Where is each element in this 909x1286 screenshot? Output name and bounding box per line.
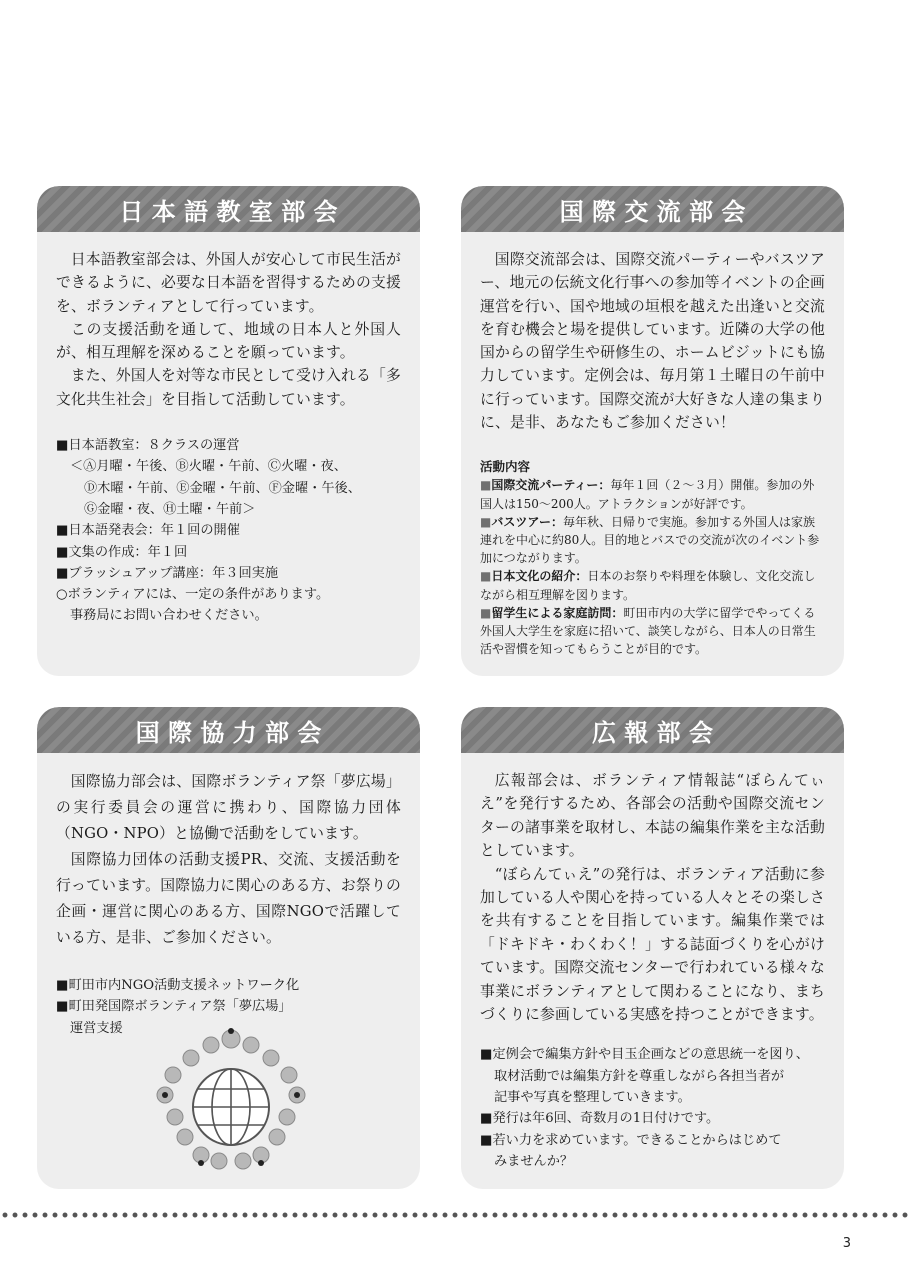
koho-title: 広 報 部 会	[591, 718, 714, 747]
list-item: 記事や写真を整理していきます。	[494, 1090, 691, 1106]
kokusai-kyoryoku-header	[37, 707, 420, 753]
nihongo-title: 日 本 語 教 室 部 会	[119, 197, 338, 226]
activity-item	[480, 567, 825, 603]
koho-card	[461, 707, 844, 1189]
kokusai-kyoryoku-lead	[56, 769, 401, 951]
activity-label: バスツアー：	[491, 514, 563, 529]
list-item: Ⓓ木曜・午前、Ⓔ金曜・午前、Ⓕ金曜・午後、	[84, 480, 361, 496]
koho-lead	[480, 769, 825, 1026]
list-item: ■発行は年6回、奇数月の1日付けです。	[480, 1111, 720, 1127]
kokusai-koryu-card	[461, 186, 844, 676]
list-item: ■町田発国際ボランティア祭「夢広場」	[56, 999, 292, 1015]
list-item: 運営支援	[70, 1020, 123, 1036]
koho-paragraph: “ぼらんてぃえ”の発行は、ボランティア活動に参加している人や関心を持っている人々とその楽しさを共有することを目指しています。編集作業では「ドキドキ・わくわく！」する誌面づくりを心がけています。国際交流センターで行われている様々な事業にボランティアとして関わることになり、まちづくりに参画している実感を持つことができます。	[480, 865, 825, 1024]
koho-header	[461, 707, 844, 753]
list-item: Ⓖ金曜・夜、Ⓗ土曜・午前＞	[84, 501, 256, 517]
list-item: ■定例会で編集方針や目玉企画などの意思統一を図り、	[480, 1047, 809, 1063]
list-item: ■若い力を求めています。できることからはじめて	[480, 1132, 782, 1148]
nihongo-lead	[56, 248, 401, 411]
list-item: 事務局にお問い合わせください。	[70, 608, 268, 624]
activity-item	[480, 476, 825, 512]
activity-item	[480, 604, 825, 659]
bullet: ■	[480, 514, 492, 529]
kokusai-koryu-lead	[480, 248, 825, 434]
bullet: ■	[480, 569, 492, 584]
activity-text: 日本のお祭りや料理を体験し、文化交流しながら相互理解を図ります。	[480, 569, 816, 602]
page-number: 3	[842, 1236, 851, 1251]
nihongo-card	[37, 186, 420, 676]
activity-text: 毎年秋、日帰りで実施。参加する外国人は家族連れを中心に約80人。目的地とバスでの交流が次のイベント参加につながります。	[480, 514, 820, 566]
kokusai-kyoryoku-card	[37, 707, 420, 1189]
nihongo-header	[37, 186, 420, 232]
koho-paragraph: 広報部会は、ボランティア情報誌“ぼらんてぃえ”を発行するため、各部会の活動や国際交流センターの諸事業を取材し、本誌の編集作業を主な活動としています。	[480, 772, 825, 860]
list-item: ■町田市内NGO活動支援ネットワーク化	[56, 978, 300, 993]
kokusai-koryu-paragraph: 国際交流部会は、国際交流パーティーやバスツアー、地元の伝統文化行事への参加等イベントの企画運営を行い、国や地域の垣根を越えた出逢いと交流を育む機会と場を提供しています。近隣の大学の他国からの留学生や研修生の、ホームビジットにも協力しています。定例会は、毎月第１土曜日の午前中に行っています。国際交流が大好きな人達の集まりに、是非、あなたもご参加ください！	[480, 251, 825, 432]
kokusai-kyoryoku-paragraph: 国際協力団体の活動支援PR、交流、支援活動を行っています。国際協力に関心のある方、お祭りの企画・運営に関心のある方、国際NGOで活躍している方、是非、ご参加ください。	[56, 851, 401, 946]
kokusai-koryu-header	[461, 186, 844, 232]
nihongo-paragraph: 日本語教室部会は、外国人が安心して市民生活ができるように、必要な日本語を習得するための支援を、ボランティアとして行っています。	[56, 251, 401, 315]
koho-items	[480, 1044, 825, 1172]
list-item: ＜Ⓐ月曜・午後、Ⓑ火曜・午前、Ⓒ火曜・夜、	[70, 459, 347, 475]
list-item: ■日本語発表会：年１回の開催	[56, 523, 240, 539]
kokusai-kyoryoku-paragraph: 国際協力部会は、国際ボランティア祭「夢広場」の実行委員会の運営に携わり、国際協力団体（NGO・NPO）と協働で活動をしています。	[56, 773, 401, 842]
globe-people-illustration	[151, 1025, 311, 1175]
bullet: ■	[480, 605, 492, 620]
kokusai-kyoryoku-title: 国 際 協 力 部 会	[135, 718, 322, 747]
bullet: ■	[480, 478, 492, 493]
activity-label: 日本文化の紹介：	[491, 569, 588, 584]
activity-item	[480, 513, 825, 568]
list-item: みませんか？	[494, 1153, 574, 1169]
activity-heading: 活動内容	[480, 459, 531, 475]
activity-label: 留学生による家庭訪問：	[491, 605, 624, 620]
list-item: ■日本語教室：８クラスの運営	[56, 438, 240, 454]
activity-label: 国際交流パーティー：	[491, 478, 611, 493]
list-item: ■文集の作成：年１回	[56, 544, 188, 560]
kokusai-koryu-title: 国 際 交 流 部 会	[559, 197, 746, 226]
activity-text: 毎年１回（２～３月）開催。参加の外国人は150～200人。アトラクションが好評です。	[480, 478, 815, 511]
list-item: ○ボランティアには、一定の条件があります。	[56, 587, 330, 603]
nihongo-paragraph: この支援活動を通して、地域の日本人と外国人が、相互理解を深めることを願っています。	[56, 320, 401, 362]
nihongo-items	[56, 435, 401, 627]
nihongo-paragraph: また、外国人を対等な市民として受け入れる「多文化共生社会」を目指して活動しています。	[56, 367, 401, 408]
activity-text: 町田市内の大学に留学でやってくる外国人大学生を家庭に招いて、談笑しながら、日本人の日常生活や習慣を知ってもらうことが目的です。	[480, 605, 816, 657]
activity-list	[480, 476, 825, 658]
dotted-divider	[0, 1209, 909, 1221]
list-item: 取材活動では編集方針を尊重しながら各担当者が	[494, 1068, 785, 1084]
list-item: ■ブラッシュアップ講座：年３回実施	[56, 565, 279, 581]
